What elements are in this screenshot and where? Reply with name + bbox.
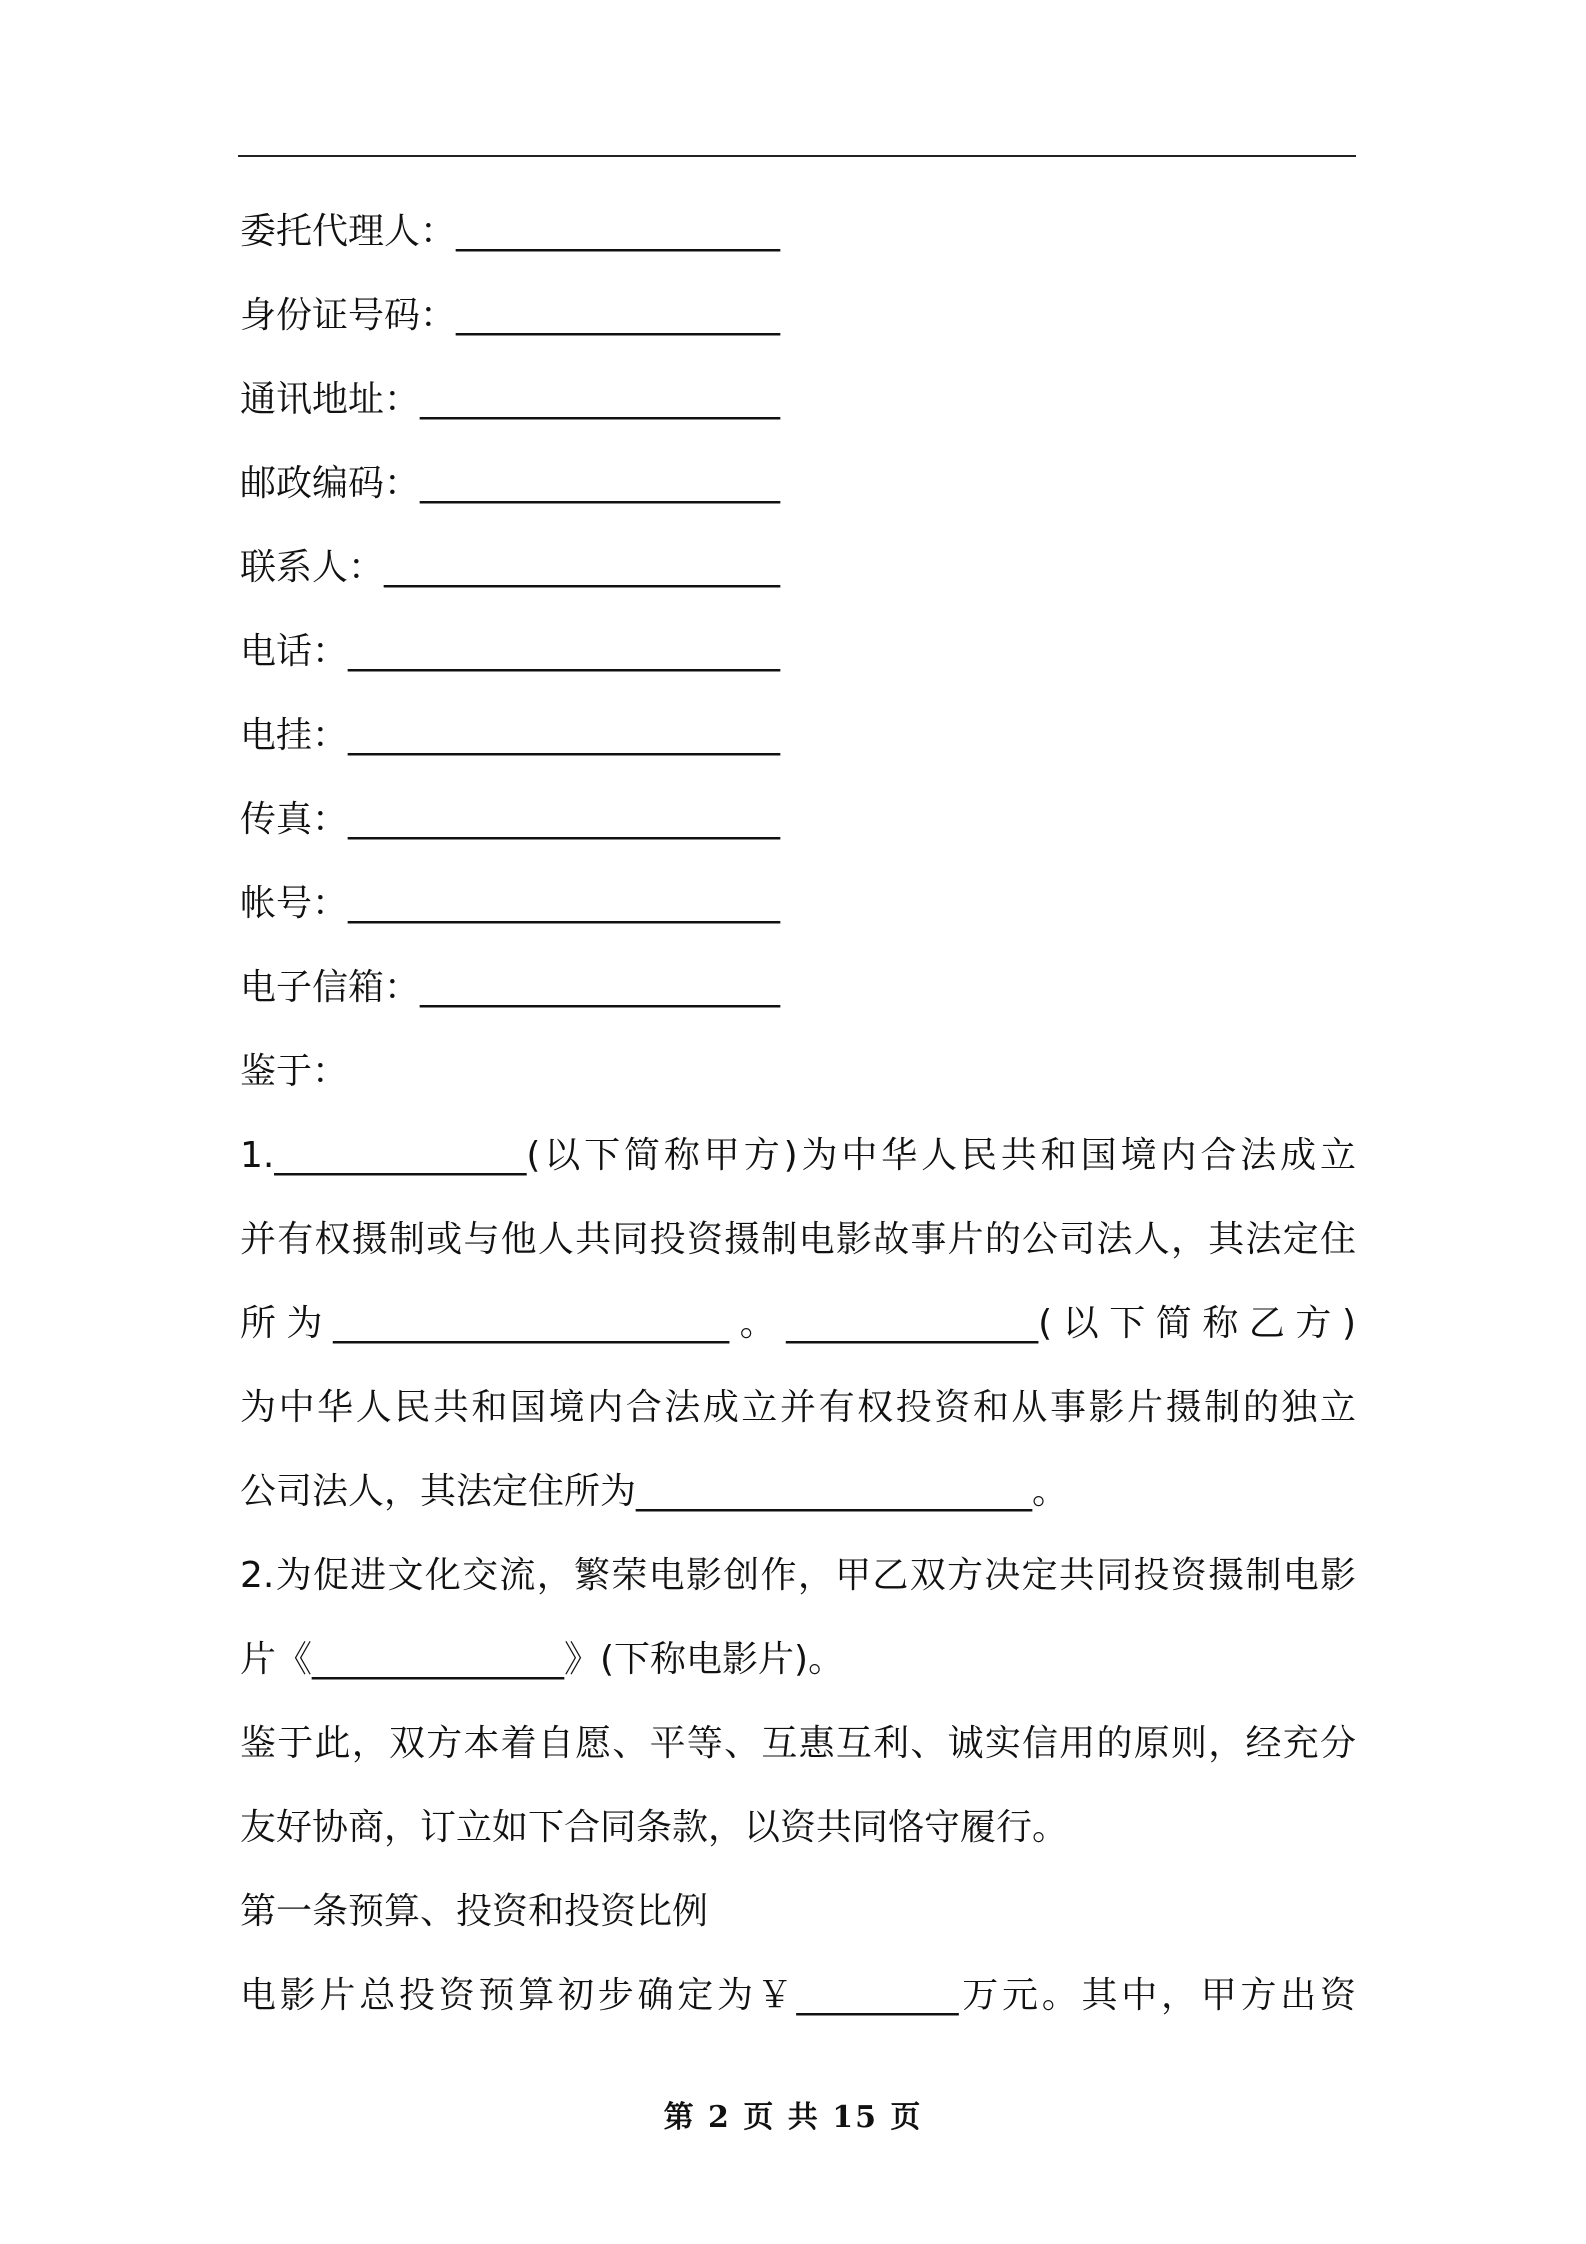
field-id-number: [240, 274, 1356, 358]
field-label: 电挂：: [240, 715, 349, 756]
field-label: 身份证号码：: [240, 295, 457, 336]
field-label: 传真：: [240, 799, 349, 840]
field-label: 联系人：: [240, 547, 385, 588]
field-address: [240, 358, 1356, 442]
field-blank: ____________________: [420, 463, 781, 504]
field-blank: ________________________: [348, 715, 781, 756]
field-blank: __________________: [456, 295, 781, 336]
field-blank: ______________________: [384, 547, 781, 588]
field-blank: ________________________: [348, 631, 781, 672]
clause-1-line-3: 所为______________________。______________(以下简称乙方): [240, 1303, 1356, 1344]
field-blank: ____________________: [420, 967, 781, 1008]
clause-1-line-2: 并有权摄制或与他人共同投资摄制电影故事片的公司法人，其法定住: [240, 1219, 1356, 1260]
header-rule: [238, 155, 1356, 157]
field-phone: [240, 610, 1356, 694]
page-number: 第 2 页 共 15 页: [663, 2100, 923, 2135]
field-blank: __________________: [456, 211, 781, 252]
field-blank: ____________________: [420, 379, 781, 420]
field-contact: [240, 526, 1356, 610]
clause-2-line-1: 2.为促进文化交流，繁荣电影创作，甲乙双方决定共同投资摄制电影: [240, 1555, 1356, 1596]
field-label: 通讯地址：: [240, 379, 421, 420]
document-body: [240, 190, 1356, 2038]
field-agent: [240, 190, 1356, 274]
field-email: [240, 946, 1356, 1030]
clause-1-line-5: 公司法人，其法定住所为______________________。: [240, 1471, 1069, 1512]
field-postcode: [240, 442, 1356, 526]
field-label: 电话：: [240, 631, 349, 672]
preamble-line-2: 友好协商，订立如下合同条款，以资共同恪守履行。: [240, 1807, 1069, 1848]
field-account: [240, 862, 1356, 946]
field-blank: ________________________: [348, 799, 781, 840]
field-blank: ________________________: [348, 883, 781, 924]
field-cable: [240, 694, 1356, 778]
field-label: 委托代理人：: [240, 211, 457, 252]
field-label: 电子信箱：: [240, 967, 421, 1008]
clause-1-line-1: 1.______________(以下简称甲方)为中华人民共和国境内合法成立: [240, 1135, 1356, 1176]
whereas-heading: 鉴于：: [240, 1051, 349, 1092]
clause-1-line-4: 为中华人民共和国境内合法成立并有权投资和从事影片摄制的独立: [240, 1387, 1356, 1428]
article-1-line-1: 电影片总投资预算初步确定为￥_________万元。其中，甲方出资: [240, 1975, 1356, 2016]
clause-2-line-2: 片《______________》(下称电影片)。: [240, 1639, 845, 1680]
preamble-line-1: 鉴于此，双方本着自愿、平等、互惠互利、诚实信用的原则，经充分: [240, 1723, 1356, 1764]
field-label: 帐号：: [240, 883, 349, 924]
field-fax: [240, 778, 1356, 862]
field-label: 邮政编码：: [240, 463, 421, 504]
article-1-heading: 第一条预算、投资和投资比例: [240, 1891, 709, 1932]
